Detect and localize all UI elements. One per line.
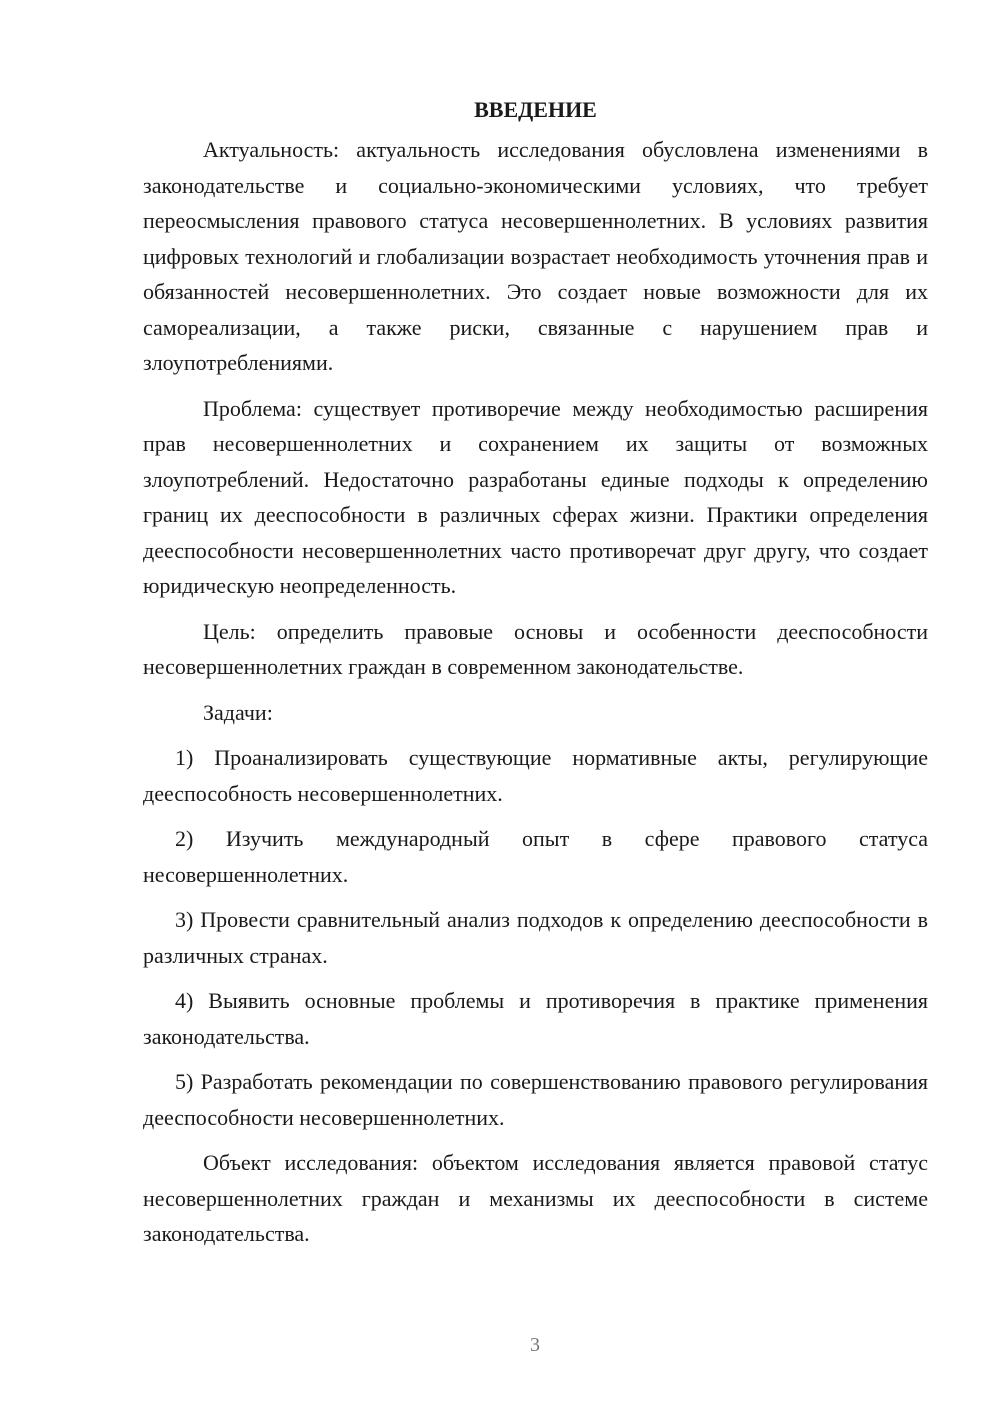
task-item-5: 5) Разработать рекомендации по совершенствованию правового регулирования дееспособности несовершеннолетних. (143, 1069, 928, 1130)
page-number: 3 (530, 1334, 540, 1356)
task-item-1: 1) Проанализировать существующие нормативные акты, регулирующие дееспособность несовершеннолетних. (143, 745, 928, 806)
tasks-heading: Задачи: (203, 699, 273, 725)
document-page (143, 92, 928, 1262)
tasks-list (143, 740, 928, 1135)
task-item-4: 4) Выявить основные проблемы и противоречия в практике применения законодательства. (143, 988, 928, 1049)
section-title: ВВЕДЕНИЕ (474, 97, 597, 122)
paragraph-problem: Проблема: существует противоречие между необходимостью расширения прав несовершеннолетних и сохранением их защиты от возможных злоупотреблений. Недостаточно разработаны единые подходы к определению границ их дееспособности в различных сферах жизни. Практики определения дееспособности несовершеннолетних часто противоречат друг другу, что создает юридическую неопределенность. (143, 395, 928, 598)
paragraph-relevance: Актуальность: актуальность исследования обусловлена изменениями в законодательстве и социально-экономическими условиях, что требует переосмысления правового статуса несовершеннолетних. В условиях развития цифровых технологий и глобализации возрастает необходимость уточнения прав и обязанностей несовершеннолетних. Это создает новые возможности для их самореализации, а также риски, связанные с нарушением прав и злоупотреблениями. (143, 137, 928, 375)
task-item-3: 3) Провести сравнительный анализ подходов к определению дееспособности в различных странах. (143, 907, 928, 968)
paragraph-object: Объект исследования: объектом исследования является правовой статус несовершеннолетних граждан и механизмы их дееспособности в системе законодательства. (143, 1150, 928, 1246)
task-item-2: 2) Изучить международный опыт в сфере правового статуса несовершеннолетних. (143, 826, 928, 887)
paragraph-goal: Цель: определить правовые основы и особенности дееспособности несовершеннолетних граждан в современном законодательстве. (143, 618, 928, 679)
